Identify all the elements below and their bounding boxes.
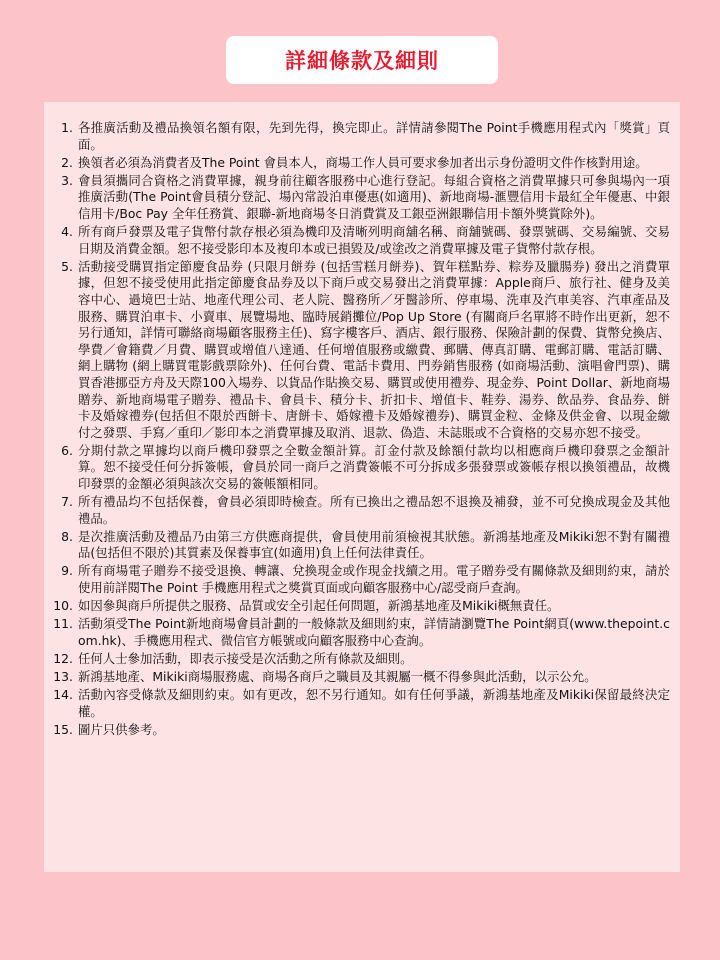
term-item — [50, 529, 670, 562]
term-number: 12. — [53, 650, 73, 666]
term-item — [50, 598, 670, 615]
terms-list — [50, 120, 670, 738]
term-number: 1. — [61, 120, 73, 135]
term-item — [50, 173, 670, 223]
term-number: 6. — [61, 442, 73, 458]
term-item — [50, 687, 670, 720]
term-item — [50, 155, 670, 172]
term-text: 活動須受The Point新地商場會員計劃的一般條款及細則約束，詳情請瀏覽The Point網頁(www.thepoint.com.hk)、手機應用程式、微信官方帳號或向顧客服務中心查詢。 — [78, 616, 670, 648]
term-number: 15. — [53, 721, 73, 737]
page-title: 詳細條款及細則 — [285, 49, 439, 73]
term-text: 活動內容受條款及細則約束。如有更改，恕不另行通知。如有任何爭議，新鴻基地產及Mikiki保留最終決定權。 — [78, 687, 670, 719]
term-text: 新鴻基地產、Mikiki商場服務處、商場各商戶之職員及其親屬一概不得參與此活動，以示公允。 — [78, 669, 597, 684]
term-text: 任何人士參加活動，即表示接受是次活動之所有條款及細則。 — [78, 650, 413, 666]
term-number: 13. — [53, 669, 73, 684]
term-item — [50, 224, 670, 257]
term-text: 所有商戶發票及電子貨幣付款存根必須為機印及清晰列明商舖名稱、商舖號碼、發票號碼、交易編號、交易日期及消費金額。恕不接受影印本及複印本或已損毀及/或塗改之消費單據及電子貨幣付款存根。 — [78, 224, 670, 256]
term-number: 9. — [61, 563, 73, 579]
term-text: 換領者必須為消費者及The Point 會員本人，商場工作人員可要求參加者出示身份證明文件作核對用途。 — [78, 154, 648, 170]
term-item — [50, 616, 670, 649]
term-text: 所有商場電子贈券不接受退換、轉讓、兌換現金或作現金找續之用。電子贈券受有關條款及細則約束，請於使用前詳閱The Point 手機應用程式之獎賞頁面或向顧客服務中心/認受商戶查詢。 — [78, 563, 670, 596]
term-item — [50, 494, 670, 527]
term-number: 8. — [61, 528, 73, 544]
term-item — [50, 259, 670, 442]
term-text: 分期付款之單據均以商戶機印發票之全數金額計算。訂金付款及餘額付款均以相應商戶機印發票之金額計算。恕不接受任何分拆簽帳，會員於同一商戶之消費簽帳不可分拆成多張發票或簽帳存根以換領禮品，故機印發票的金額必須與該次交易的簽帳額相同。 — [78, 442, 670, 491]
term-item — [50, 651, 670, 668]
term-item — [50, 120, 670, 153]
term-number: 14. — [53, 687, 73, 703]
term-number: 2. — [61, 154, 73, 170]
term-text: 會員須攜同合資格之消費單據，親身前往顧客服務中心進行登記。每組合資格之消費單據只可參與場內一項推廣活動(The Point會員積分登記、場內常設泊車優惠(如適用)、新地商場-滙豐信用卡最紅全年優惠、中銀信用卡/Boc Pay 全年任務賞、銀聯-新地商場冬日消費賞及工銀亞洲銀聯信用卡額外獎賞除外)。 — [78, 172, 670, 221]
term-number: 3. — [61, 172, 73, 188]
term-text: 所有禮品均不包括保養，會員必須即時檢查。所有已換出之禮品恕不退換及補發，並不可兌換成現金及其他禮品。 — [78, 494, 670, 526]
term-item — [50, 443, 670, 493]
term-text: 如因參與商戶所提供之服務、品質或安全引起任何問題，新鴻基地產及Mikiki概無責任。 — [78, 598, 560, 614]
term-number: 4. — [61, 224, 73, 240]
term-number: 11. — [53, 616, 73, 632]
term-text: 是次推廣活動及禮品乃由第三方供應商提供，會員使用前須檢視其狀態。新鴻基地產及Mikiki恕不對有關禮品(包括但不限於)其質素及保養事宜(如適用)負上任何法律責任。 — [78, 528, 670, 561]
terms-panel — [44, 102, 680, 872]
term-text: 各推廣活動及禮品換領名額有限，先到先得，換完即止。詳情請參閱The Point手機應用程式內「獎賞」頁面。 — [78, 120, 670, 152]
term-number: 10. — [53, 598, 73, 614]
term-item — [50, 722, 670, 739]
term-number: 7. — [61, 494, 73, 510]
term-number: 5. — [61, 258, 73, 274]
term-text: 活動接受購買指定節慶食品券 (只限月餅券 (包括雪糕月餅券)、賀年糕點券、粽券及臘腸券) 發出之消費單據，但恕不接受使用此指定節慶食品券及以下商戶或交易發出之消費單據：Apple商戶、旅行社、健身及美容中心、過境巴士站、地產代理公司、老人院、醫務所／牙醫診所、停車場、洗車及汽車美容、汽車產品及服務、購買泊車卡、小賣車、展覽場地、臨時展銷攤位/Pop Up Store (有關商戶名單將不時作出更新，恕不另行通知，詳情可聯絡商場顧客服務主任)、寫字樓客戶、酒店、銀行服務、保險計劃的保費、貨幣兌換店、學費／會籍費／月費、購買或增值八達通、任何增值服務或繳費、郵購、傳真訂購、電郵訂購、電話訂購、網上購物 (網上購買電影戲票除外)、任何台費、電話卡費用、門券銷售服務 (如商場活動、演唱會門票)、購買香港挪亞方舟及天際100入場券、以貨品作貼換交易、購買或使用禮券、現金券、Point Dollar、新地商場贈券、新地商場電子贈券、禮品卡、會員卡、積分卡、折扣卡、增值卡、鞋券、湯券、飲品券、食品券、餅卡及婚嫁禮券(包括但不限於西餅卡、唐餅卡、婚嫁禮卡及婚嫁禮券)、購買金粒、金條及供金會、以現金繳付之發票、手寫／重印／影印本之消費單據及取消、退款、偽造、未誌賬或不合資格的交易亦恕不接受。 — [78, 258, 670, 440]
term-text: 圖片只供參考。 — [78, 721, 165, 737]
term-item — [50, 563, 670, 596]
term-item — [50, 669, 670, 686]
title-box — [226, 36, 498, 84]
